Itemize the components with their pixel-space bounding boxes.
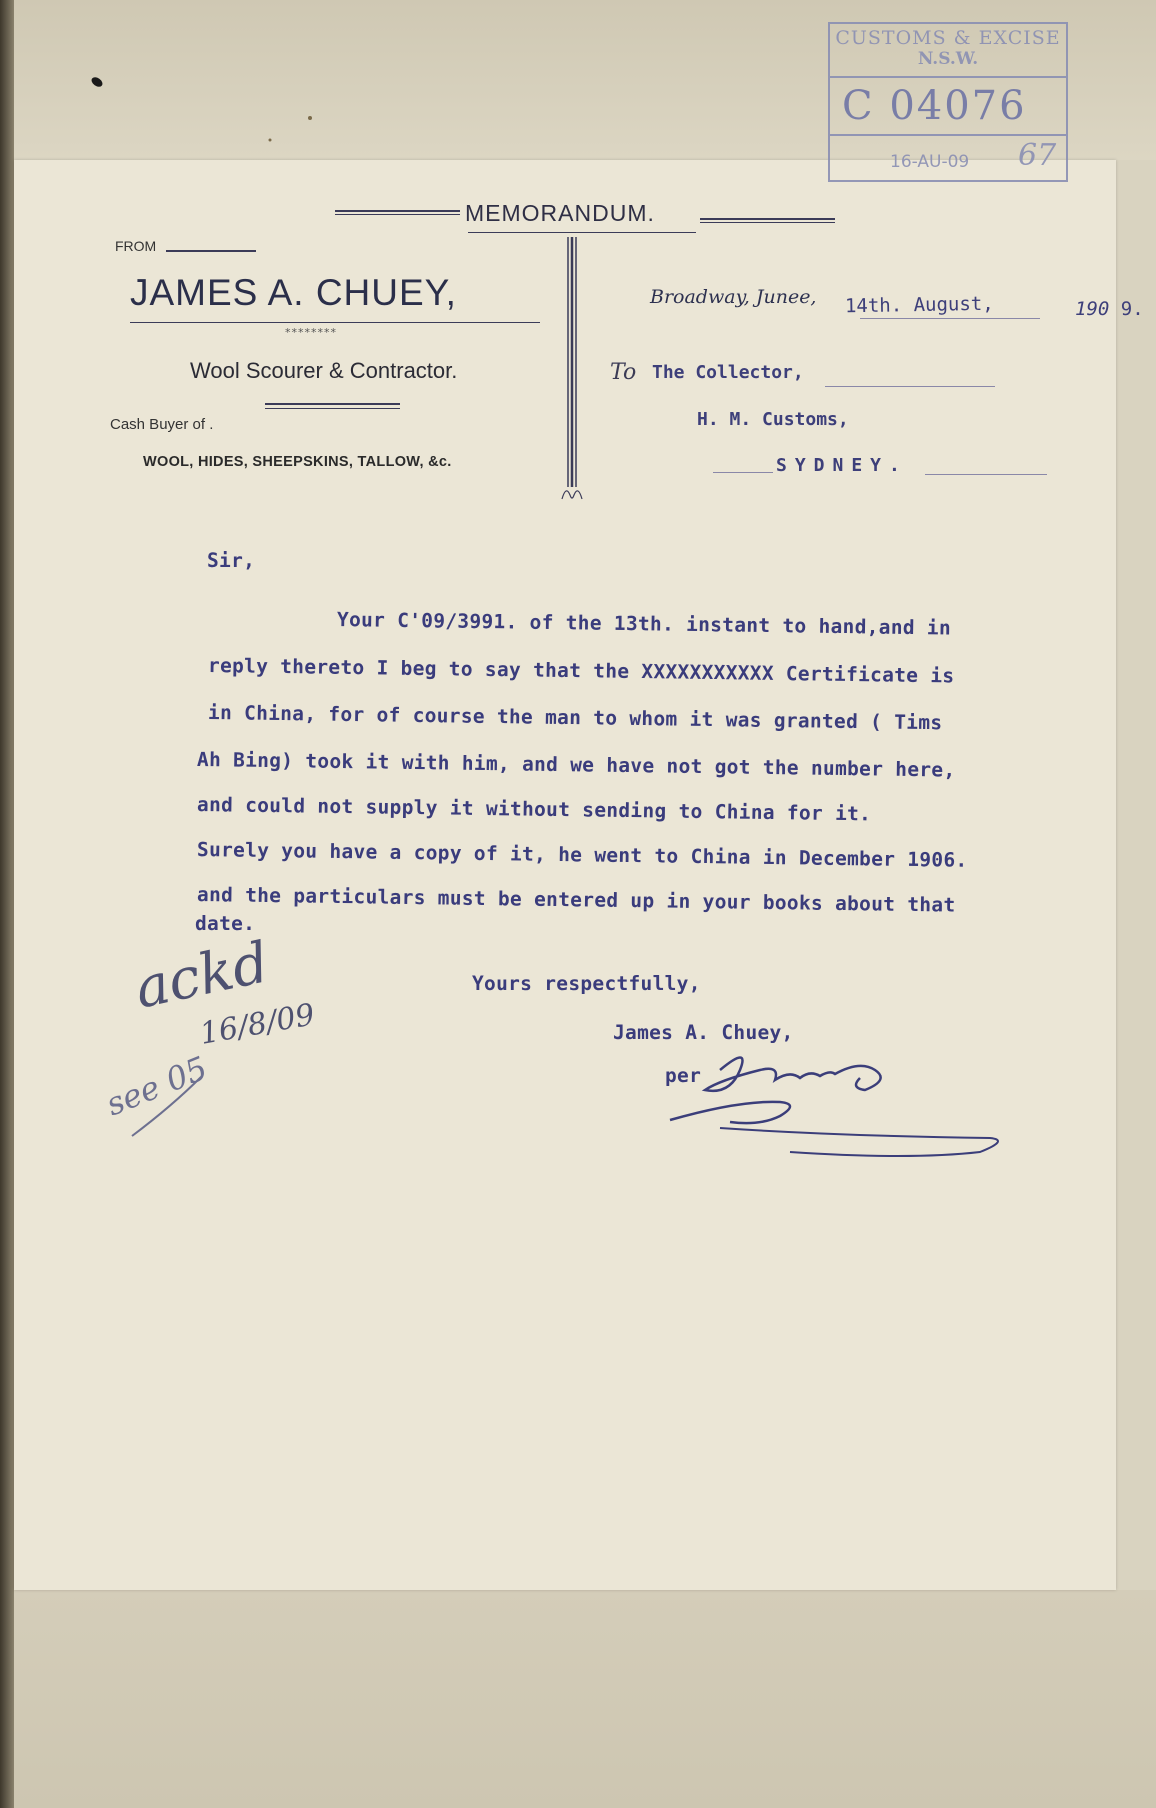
title-rule-right bbox=[700, 218, 835, 220]
recipient-line-1: The Collector, bbox=[652, 362, 804, 383]
recipient-line-2: H. M. Customs, bbox=[697, 409, 849, 430]
stamp-date-row bbox=[830, 136, 1066, 182]
letter-date: 14th. August, bbox=[844, 292, 994, 318]
stamp-number-row bbox=[830, 78, 1066, 136]
name-ornament: ******** bbox=[285, 326, 337, 339]
recipient-line-3: SYDNEY. bbox=[776, 455, 908, 476]
body-line-6: Surely you have a copy of it, he went to China in December 1906. bbox=[196, 838, 968, 872]
cash-buyer-label: Cash Buyer of . bbox=[110, 416, 214, 433]
address-line: Broadway, Junee, bbox=[650, 286, 817, 308]
sender-trade: Wool Scourer & Contractor. bbox=[190, 358, 458, 383]
sender-name: JAMES A. CHUEY, bbox=[130, 272, 457, 313]
salutation: Sir, bbox=[207, 549, 256, 572]
stamp-number: C 04076 bbox=[842, 83, 1027, 129]
stamp-hand-mark: 67 bbox=[1018, 138, 1057, 173]
body-line-4: Ah Bing) took it with him, and we have not got the number here, bbox=[196, 748, 956, 782]
signature bbox=[660, 1040, 1010, 1160]
customs-stamp bbox=[828, 22, 1068, 182]
body-line-3: in China, for of course the man to whom it was granted ( Tims bbox=[207, 701, 943, 735]
title-rule-right-thin bbox=[700, 222, 835, 223]
from-rule bbox=[166, 250, 256, 252]
signer-name: James A. Chuey, bbox=[613, 1021, 794, 1044]
trade-rule-thin bbox=[265, 408, 400, 409]
per-label: per bbox=[665, 1064, 702, 1087]
recipient-rule-3b bbox=[925, 474, 1047, 475]
body-line-5: and could not supply it without sending to China for it. bbox=[196, 793, 872, 826]
body-line-2: reply thereto I beg to say that the XXXXXXXXXXX Certificate is bbox=[207, 654, 955, 688]
sender-underline bbox=[130, 322, 540, 323]
body-line-1: Your C'09/3991. of the 13th. instant to hand,and in bbox=[336, 608, 952, 640]
date-underline bbox=[860, 318, 1040, 319]
stamp-date: 16-AU-09 bbox=[890, 152, 970, 172]
backing-board-edge bbox=[0, 0, 14, 1808]
title-underline bbox=[468, 232, 696, 233]
stamp-state: N.S.W. bbox=[917, 49, 979, 69]
see-note: see 05 bbox=[100, 1048, 213, 1124]
title-rule-left bbox=[335, 210, 460, 212]
backing-board-bottom bbox=[0, 1590, 1156, 1808]
trade-rule bbox=[265, 403, 400, 405]
memo-title: MEMORANDUM. bbox=[465, 200, 655, 226]
recipient-rule-1 bbox=[825, 386, 995, 387]
to-prefix: To bbox=[610, 360, 637, 385]
year-typed: 9. bbox=[1120, 298, 1144, 320]
commodities-list: WOOL, HIDES, SHEEPSKINS, TALLOW, &c. bbox=[143, 454, 452, 470]
stamp-header bbox=[830, 24, 1066, 78]
recipient-rule-3a bbox=[713, 472, 773, 473]
from-label: FROM bbox=[115, 238, 157, 254]
letter-year bbox=[1075, 298, 1144, 320]
divider-ornament bbox=[560, 237, 584, 505]
ack-date: 16/8/09 bbox=[197, 997, 318, 1052]
title-rule-left-thin bbox=[335, 214, 460, 215]
body-line-7: and the particulars must be entered up in your books about that bbox=[196, 883, 956, 917]
stamp-title: CUSTOMS & EXCISE bbox=[835, 27, 1061, 49]
body-line-8: date. bbox=[195, 912, 256, 935]
ack-note: ackd bbox=[129, 930, 275, 1022]
closing: Yours respectfully, bbox=[472, 972, 701, 995]
year-printed: 190 bbox=[1075, 298, 1110, 320]
handwritten-acknowledgement bbox=[100, 930, 332, 1136]
